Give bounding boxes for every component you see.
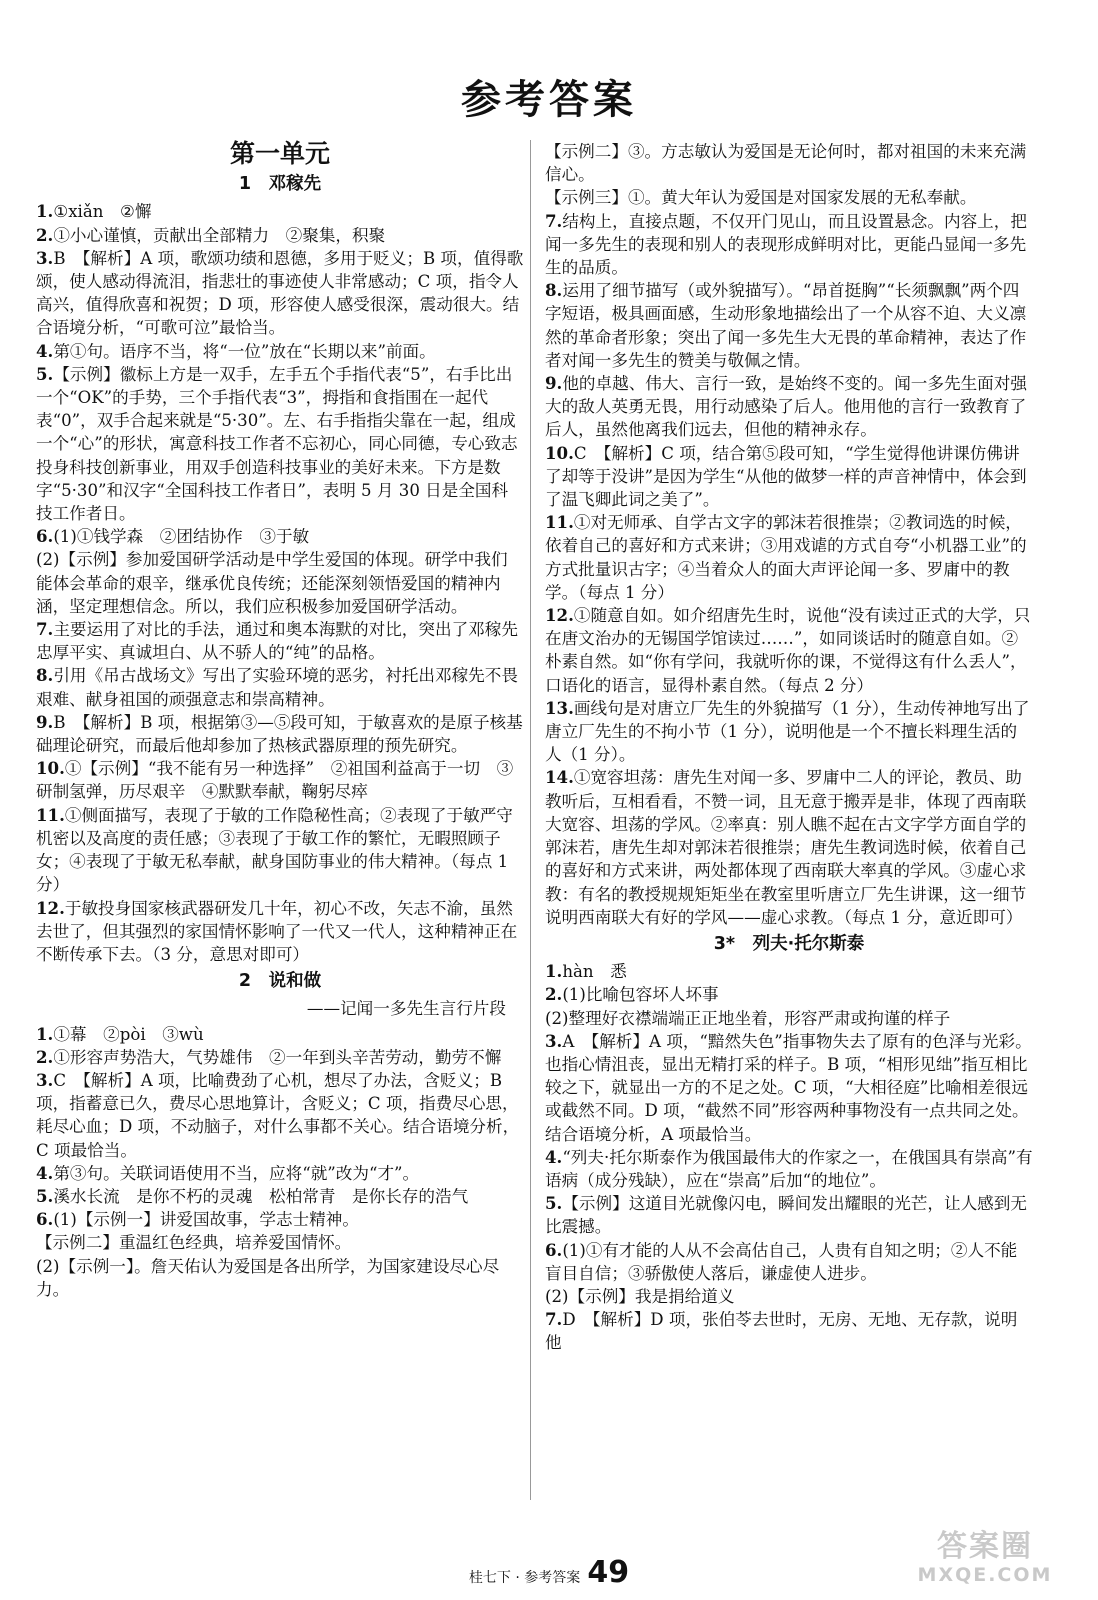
answer-item: [36, 757, 524, 803]
answer-text: (1)①有才能的人从不会高估自己，人贵有自知之明；②人不能盲目自信；③骄傲使人落后，谦虚使人进步。: [545, 1240, 1018, 1283]
answer-list: [36, 200, 524, 966]
answer-text: 【示例三】①。黄大年认为爱国是对国家发展的无私奉献。: [545, 188, 977, 208]
answer-item: [36, 548, 524, 618]
answer-number: 7.: [36, 619, 54, 640]
answer-item: [36, 1208, 524, 1231]
answer-number: 12.: [545, 605, 574, 626]
answer-number: 6.: [36, 1209, 54, 1230]
right-column: [545, 140, 1033, 1355]
answer-text: (2)【示例】参加爱国研学活动是中学生爱国的体现。研学中我们能体会革命的艰辛，继承优良传统；还能深刻领悟爱国的精神内涵，坚定理想信念。所以，我们应积极参加爱国研学活动。: [36, 550, 508, 616]
answer-item: [36, 664, 524, 710]
answer-number: 3.: [36, 1069, 54, 1090]
answer-item: [545, 1030, 1033, 1146]
answer-list: [545, 140, 1033, 929]
answer-text: hàn 悉: [562, 962, 627, 982]
answer-text: (1)比喻包容坏人坏事: [562, 985, 719, 1005]
answer-item: [545, 1007, 1033, 1030]
footer-text: 桂七下 · 参考答案: [468, 1570, 581, 1586]
answer-number: 11.: [36, 804, 65, 825]
answer-text: ①宽容坦荡：唐先生对闻一多、罗庸中二人的评论，教员、助教听后，互相看看，不赞一词，且无意于搬弄是非，体现了西南联大宽容、坦荡的学风。②率真：别人瞧不起在古文字学方面自学的郭沫若，唐先生却对郭沫若很推崇；唐先生教词选时候，依着自己的喜好和方式来讲，两处都体现了西南联大率真的学风。③虚心求教：有名的教授规规矩矩坐在教室里听唐立厂先生讲课，这一细节说明西南联大有好的学风——虚心求教。（每点 1 分，意近即可）: [545, 768, 1027, 927]
answer-item: [545, 960, 1033, 983]
answer-text: B 【解析】A 项，歌颂功绩和恩德，多用于贬义；B 项，值得歌颂，使人感动得流泪，指悲壮的事迹使人非常感动；C 项，指令人高兴，值得欣喜和祝贺；D 项，形容使人感受很深，震动很大。结合语境分析，“可歌可泣”最恰当。: [36, 248, 524, 338]
answer-item: [545, 372, 1033, 442]
answer-text: ①小心谨慎，贡献出全部精力 ②聚集，积聚: [53, 225, 386, 245]
answer-item: [36, 618, 524, 664]
answer-number: 11.: [545, 512, 574, 533]
answer-number: 6.: [545, 1239, 563, 1260]
answer-item: [545, 604, 1033, 697]
answer-text: ①形容声势浩大，气势雄伟 ②一年到头辛苦劳动，勤劳不懈: [53, 1047, 502, 1067]
answer-number: 4.: [545, 1146, 563, 1167]
answer-item: [545, 279, 1033, 372]
answer-item: [36, 340, 524, 363]
answer-item: [36, 1231, 524, 1254]
answer-item: [36, 1185, 524, 1208]
answer-text: ①【示例】“我不能有另一种选择” ②祖国利益高于一切 ③研制氢弹，历尽艰辛 ④默默奉献，鞠躬尽瘁: [36, 759, 514, 802]
answer-text: ①随意自如。如介绍唐先生时，说他“没有读过正式的大学，只在唐文治办的无锡国学馆读过……”，如同谈话时的随意自如。②朴素自然。如“你有学问，我就听你的课，不觉得这有什么丢人”，口语化的语言，显得朴素自然。（每点 2 分）: [545, 606, 1031, 695]
watermark-logo: 答案圈: [937, 1529, 1033, 1564]
answer-item: [36, 224, 524, 247]
lesson-subtitle: ——记闻一多先生言行片段: [306, 999, 506, 1019]
answer-item: [36, 200, 524, 223]
answer-text: (2)整理好衣襟端端正正地坐着，形容严肃或拘谨的样子: [545, 1008, 951, 1028]
answer-number: 8.: [36, 665, 54, 686]
answer-item: [545, 983, 1033, 1006]
answer-number: 9.: [545, 373, 563, 394]
answer-item: [36, 711, 524, 757]
answer-text: 【示例二】重温红色经典，培养爱国情怀。: [36, 1233, 352, 1253]
answer-text: (2)【示例一】。詹天佑认为爱国是各出所学，为国家建设尽心尽力。: [36, 1256, 500, 1299]
page-number: 49: [587, 1555, 630, 1590]
page-title: 参考答案: [461, 77, 637, 123]
column-divider: [530, 140, 531, 1500]
answer-number: 4.: [36, 340, 54, 361]
answer-item: [36, 1023, 524, 1046]
answer-number: 2.: [36, 1046, 54, 1067]
answer-text: 于敏投身国家核武器研发几十年，初心不改，矢志不渝，虽然去世了，但其强烈的家国情怀影响了一代又一代人，这种精神正在不断传承下去。（3 分，意思对即可）: [36, 898, 518, 964]
answer-number: 2.: [36, 224, 54, 245]
answer-text: 【示例】这道目光就像闪电，瞬间发出耀眼的光芒，让人感到无比震撼。: [545, 1194, 1027, 1237]
answer-item: [545, 140, 1033, 186]
answer-number: 9.: [36, 711, 54, 732]
answer-item: [545, 697, 1033, 767]
answer-text: 第①句。语序不当，将“一位”放在“长期以来”前面。: [53, 341, 436, 361]
answer-item: [36, 1069, 524, 1162]
answer-text: (1)【示例一】讲爱国故事，学志士精神。: [53, 1210, 359, 1230]
lesson-title: 2 说和做: [238, 971, 322, 992]
answer-number: 5.: [36, 1185, 54, 1206]
answer-item: [36, 363, 524, 525]
answer-number: 10.: [36, 758, 65, 779]
answer-item: [36, 1046, 524, 1069]
answer-text: ①xiǎn ②懈: [53, 202, 152, 222]
answer-number: 3.: [36, 247, 54, 268]
answer-text: 【示例】徽标上方是一双手，左手五个手指代表“5”，右手比出一个“OK”的手势，三个手指代表“3”，拇指和食指围在一起代表“0”，双手合起来就是“5·30”。左、右手指指尖靠在一起，组成一个“心”的形状，寓意科技工作者不忘初心，同心同德，专心致志投身科技创新事业，用双手创造科技事业的美好未来。下方是数字“5·30”和汉字“全国科技工作者日”，表明 5 月 30 日是全国科技工作者日。: [36, 364, 518, 524]
answer-text: C 【解析】C 项，结合第⑤段可知，“学生觉得他讲课仿佛讲了却等于没讲”是因为学生“从他的做梦一样的声音神情中，体会到了温飞卿此词之美了”。: [545, 443, 1027, 510]
lesson-title: 1 邓稼先: [238, 174, 322, 195]
answer-text: 引用《吊古战场文》写出了实验环境的恶劣，衬托出邓稼先不畏艰难、献身祖国的顽强意志和崇高精神。: [36, 666, 518, 709]
answer-number: 2.: [545, 984, 563, 1005]
watermark-url: MXQE.COM: [917, 1564, 1053, 1586]
answer-text: ①幕 ②pòi ③wù: [53, 1024, 204, 1044]
answer-item: [545, 210, 1033, 280]
answer-item: [36, 804, 524, 897]
answer-text: 主要运用了对比的手法，通过和奥本海默的对比，突出了邓稼先忠厚平实、真诚坦白、从不骄人的“纯”的品格。: [36, 620, 518, 663]
answer-item: [545, 1285, 1033, 1308]
answer-item: [545, 1308, 1033, 1354]
answer-item: [545, 186, 1033, 209]
answer-list: [545, 960, 1033, 1354]
answer-text: 画线句是对唐立厂先生的外貌描写（1 分），生动传神地写出了唐立厂先生的不拘小节（1 分），说明他是一个不擅长料理生活的人（1 分）。: [545, 698, 1030, 765]
unit-title: 第一单元: [229, 139, 330, 168]
answer-item: [545, 766, 1033, 928]
answer-number: 13.: [545, 697, 574, 718]
answer-text: 结构上，直接点题，不仅开门见山，而且设置悬念。内容上，把闻一多先生的表现和别人的表现形成鲜明对比，更能凸显闻一多先生的品质。: [545, 211, 1027, 278]
answer-text: B 【解析】B 项，根据第③—⑤段可知，于敏喜欢的是原子核基础理论研究，而最后他却参加了热核武器原理的预先研究。: [36, 712, 523, 756]
answer-text: 运用了细节描写（或外貌描写）。“昂首挺胸”“长须飘飘”两个四字短语，极具画面感，生动形象地描绘出了一个从容不迫、大义凛然的革命者形象；突出了闻一多先生大无畏的革命精神，表达了作者对闻一多先生的赞美与敬佩之情。: [545, 281, 1027, 370]
answer-text: A 【解析】A 项，“黯然失色”指事物失去了原有的色泽与光彩。也指心情沮丧，显出无精打采的样子。B 项，“相形见绌”指互相比较之下，就显出一方的不足之处。C 项，“大相径庭”比喻相差很远或截然不同。D 项，“截然不同”形容两种事物没有一点共同之处。结合语境分析，A 项最恰当。: [545, 1031, 1032, 1144]
watermark: [880, 1530, 1090, 1592]
answer-text: “列夫·托尔斯泰作为俄国最伟大的作家之一，在俄国具有崇高”有语病（成分残缺），应在“崇高”后加“的地位”。: [545, 1147, 1033, 1190]
answer-number: 14.: [545, 767, 574, 788]
answer-item: [36, 247, 524, 340]
answer-number: 1.: [36, 201, 54, 222]
answer-text: 溪水长流 是你不朽的灵魂 松柏常青 是你长存的浩气: [53, 1186, 469, 1206]
answer-text: 他的卓越、伟大、言行一致，是始终不变的。闻一多先生面对强大的敌人英勇无畏，用行动感染了后人。他用他的言行一致教育了后人，虽然他离我们远去，但他的精神永存。: [545, 374, 1027, 440]
answer-number: 3.: [545, 1030, 563, 1051]
answer-text: (2)【示例】我是捐给道义: [545, 1286, 735, 1306]
answer-item: [36, 897, 524, 967]
answer-number: 5.: [545, 1193, 563, 1214]
lesson-title: 3* 列夫·托尔斯泰: [713, 933, 865, 954]
answer-item: [545, 1192, 1033, 1238]
answer-number: 8.: [545, 280, 563, 301]
left-column: [36, 140, 524, 1301]
answer-number: 7.: [545, 210, 563, 231]
answer-number: 12.: [36, 897, 65, 918]
answer-list: [36, 1023, 524, 1301]
answer-text: 【示例二】③。方志敏认为爱国是无论何时，都对祖国的未来充满信心。: [545, 142, 1027, 185]
answer-number: 6.: [36, 526, 54, 547]
answer-text: D 【解析】D 项，张伯苓去世时，无房、无地、无存款，说明他: [545, 1310, 1018, 1353]
answer-text: ①侧面描写，表现了于敏的工作隐秘性高；②表现了于敏严守机密以及高度的责任感；③表现了于敏工作的繁忙，无暇照顾子女；④表现了于敏无私奉献，献身国防事业的伟大精神。（每点 1 分）: [36, 805, 513, 895]
answer-number: 1.: [36, 1023, 54, 1044]
answer-item: [545, 511, 1033, 604]
answer-number: 7.: [545, 1309, 563, 1330]
answer-text: ①对无师承、自学古文字的郭沫若很推崇；②教词选的时候，依着自己的喜好和方式来讲；③用戏谑的方式自夸“小机器工业”的方式批量识古字；④当着众人的面大声评论闻一多、罗庸中的教学。（每点 1 分）: [545, 513, 1027, 602]
answer-item: [545, 1239, 1033, 1285]
answer-number: 10.: [545, 442, 574, 463]
answer-number: 4.: [36, 1162, 54, 1183]
answer-number: 1.: [545, 961, 563, 982]
answer-item: [36, 1162, 524, 1185]
answer-item: [545, 1146, 1033, 1192]
answer-item: [36, 525, 524, 548]
answer-number: 5.: [36, 363, 54, 384]
answer-item: [545, 442, 1033, 512]
answer-item: [36, 1255, 524, 1301]
answer-text: C 【解析】A 项，比喻费劲了心机，想尽了办法，含贬义；B 项，指蓄意已久，费尽心思地算计，含贬义；C 项，指费尽心思，耗尽心血；D 项，不动脑子，对什么事都不关心。结合语境分析，C 项最恰当。: [36, 1070, 520, 1160]
answer-text: (1)①钱学森 ②团结协作 ③于敏: [53, 527, 310, 547]
answer-text: 第③句。关联词语使用不当，应将“就”改为“才”。: [53, 1163, 420, 1183]
